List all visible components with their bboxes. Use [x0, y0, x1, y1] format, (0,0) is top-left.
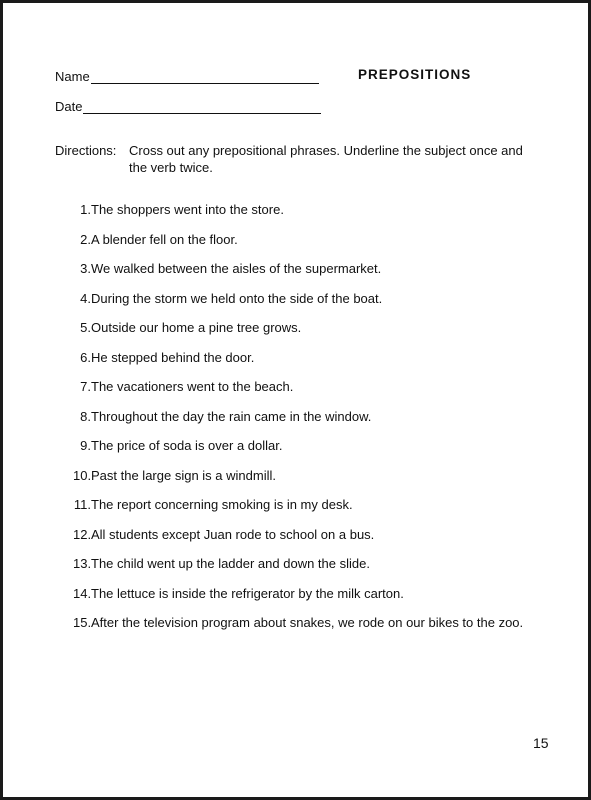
item-number: 3.: [80, 261, 91, 276]
exercise-item: [55, 232, 555, 262]
page-number: 15: [533, 735, 549, 751]
exercise-item: [55, 556, 555, 586]
item-number: 9.: [80, 438, 91, 453]
date-label: Date: [55, 99, 83, 114]
item-sentence: We walked between the aisles of the supermarket.: [91, 261, 382, 276]
exercise-item: [55, 615, 555, 645]
directions-text: Cross out any prepositional phrases. Underline the subject once and the verb twice.: [129, 143, 523, 175]
item-number: 7.: [80, 379, 91, 394]
exercise-list: [55, 202, 555, 645]
item-number: 4.: [80, 290, 91, 306]
date-blank-line: [83, 101, 321, 114]
name-field: [55, 69, 319, 84]
item-sentence: Outside our home a pine tree grows.: [91, 320, 302, 335]
item-sentence: He stepped behind the door.: [91, 349, 255, 365]
exercise-item: [55, 497, 555, 527]
item-number: 12.: [73, 526, 92, 542]
directions: [55, 142, 535, 176]
exercise-item: [55, 350, 555, 380]
item-sentence: Throughout the day the rain came in the window.: [91, 408, 372, 424]
exercise-item: [55, 586, 555, 616]
exercise-item: [55, 291, 555, 321]
page-title: PREPOSITIONS: [358, 67, 472, 82]
item-sentence: The child went up the ladder and down the slide.: [91, 556, 370, 571]
item-number: 14.: [73, 585, 92, 601]
item-number: 15.: [73, 615, 92, 630]
item-number: 13.: [73, 556, 92, 571]
item-sentence: Past the large sign is a windmill.: [91, 467, 276, 483]
item-sentence: A blender fell on the floor.: [91, 231, 238, 247]
exercise-item: [55, 527, 555, 557]
exercise-item: [55, 320, 555, 350]
item-number: 1.: [80, 202, 91, 217]
exercise-item: [55, 379, 555, 409]
item-sentence: The shoppers went into the store.: [91, 202, 284, 217]
exercise-item: [55, 261, 555, 291]
item-number: 11.: [73, 497, 91, 512]
directions-label: Directions:: [55, 143, 117, 158]
item-sentence: During the storm we held onto the side of the boat.: [91, 290, 383, 306]
item-number: 5.: [80, 320, 91, 335]
item-sentence: The lettuce is inside the refrigerator by the milk carton.: [91, 585, 404, 601]
item-sentence: All students except Juan rode to school on a bus.: [91, 526, 375, 542]
item-sentence: The report concerning smoking is in my desk.: [91, 497, 353, 512]
date-field: [55, 99, 321, 114]
exercise-item: [55, 202, 555, 232]
exercise-item: [55, 438, 555, 468]
exercise-item: [55, 468, 555, 498]
name-blank-line: [91, 71, 319, 84]
item-number: 6.: [80, 349, 91, 365]
item-sentence: The vacationers went to the beach.: [91, 379, 294, 394]
item-number: 2.: [80, 231, 91, 247]
item-number: 8.: [80, 408, 91, 424]
item-number: 10.: [73, 467, 92, 483]
item-sentence: After the television program about snakes, we rode on our bikes to the zoo.: [91, 615, 524, 630]
item-sentence: The price of soda is over a dollar.: [91, 438, 283, 453]
name-label: Name: [55, 69, 90, 84]
exercise-item: [55, 409, 555, 439]
